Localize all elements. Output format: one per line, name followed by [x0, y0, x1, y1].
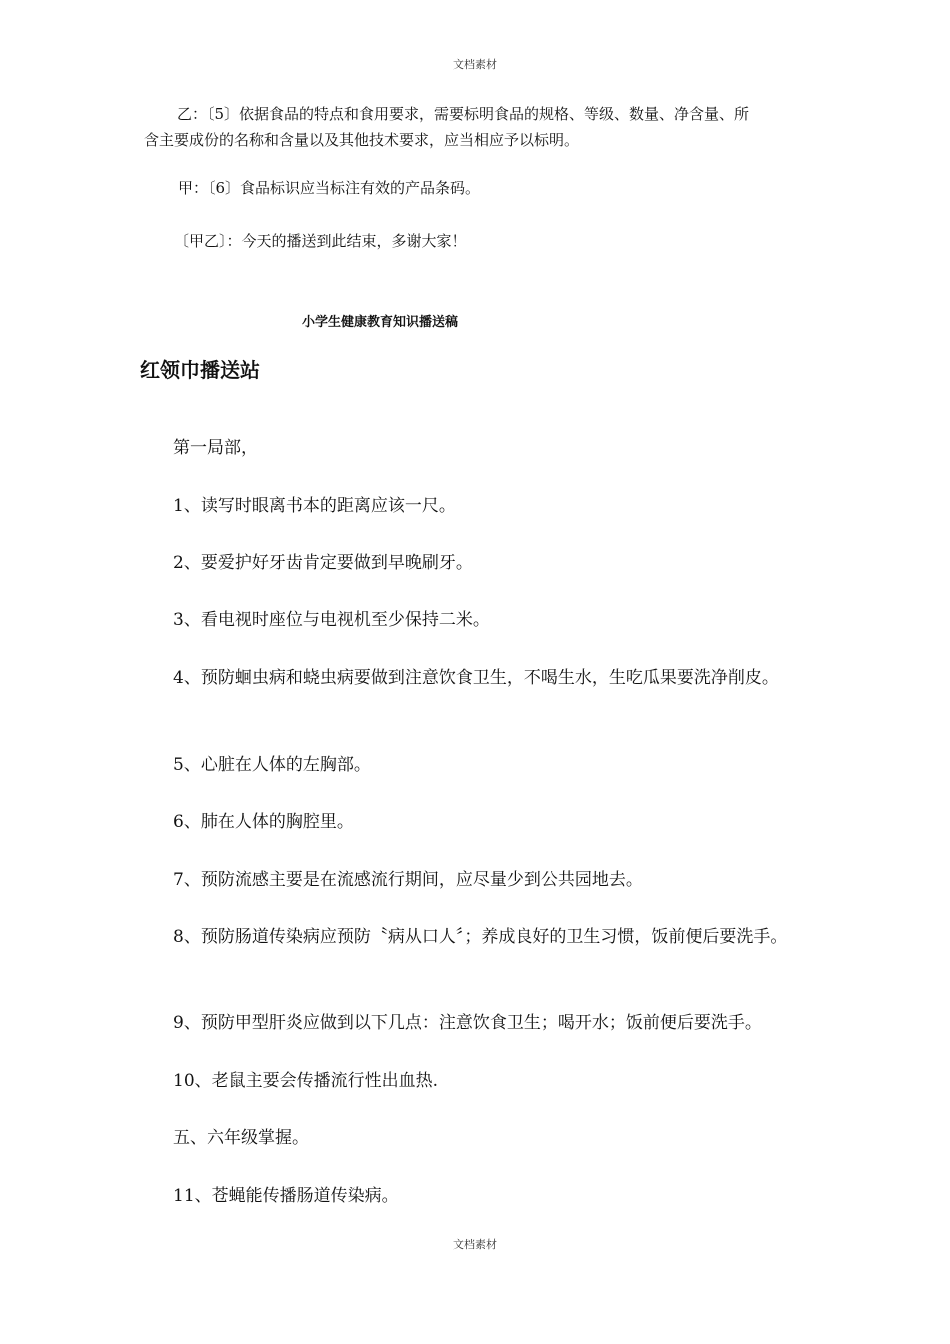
intro-paragraph-1-line-1: 乙：〔5〕依据食品的特点和食用要求，需要标明食品的规格、等级、数量、净含量、所	[177, 105, 750, 123]
list-item: 8、预防肠道传染病应预防〝病从口人〞；养成良好的卫生习惯，饭前便后要洗手。	[173, 927, 788, 947]
section-heading: 红领巾播送站	[140, 358, 260, 382]
page-footer: 文档素材	[453, 1238, 497, 1251]
list-item: 2、要爱护好牙齿肯定要做到早晚刷牙。	[173, 553, 473, 573]
intro-paragraph-2: 甲：〔6〕食品标识应当标注有效的产品条码。	[178, 179, 481, 197]
list-item: 6、肺在人体的胸腔里。	[173, 812, 354, 832]
list-item: 3、看电视时座位与电视机至少保持二米。	[173, 610, 490, 630]
document-subtitle: 小学生健康教育知识播送稿	[302, 315, 459, 330]
intro-paragraph-3: 〔甲乙〕：今天的播送到此结束，多谢大家！	[174, 232, 467, 250]
list-item: 1、读写时眼离书本的距离应该一尺。	[173, 496, 456, 516]
list-item: 4、预防蛔虫病和蛲虫病要做到注意饮食卫生，不喝生水，生吃瓜果要洗净削皮。	[173, 668, 779, 688]
list-item: 11、苍蝇能传播肠道传染病。	[173, 1186, 399, 1206]
intro-paragraph-1	[144, 101, 828, 153]
list-item: 5、心脏在人体的左胸部。	[173, 755, 371, 775]
list-item: 第一局部，	[173, 438, 258, 458]
list-item: 9、预防甲型肝炎应做到以下几点：注意饮食卫生；喝开水；饭前便后要洗手。	[173, 1013, 762, 1033]
page-header: 文档素材	[453, 58, 497, 71]
intro-paragraph-1-line-2: 含主要成份的名称和含量以及其他技术要求，应当相应予以标明。	[144, 131, 580, 149]
list-item: 7、预防流感主要是在流感流行期间，应尽量少到公共园地去。	[173, 870, 643, 890]
list-item: 五、六年级掌握。	[173, 1128, 309, 1148]
list-item: 10、老鼠主要会传播流行性出血热.	[173, 1071, 439, 1091]
